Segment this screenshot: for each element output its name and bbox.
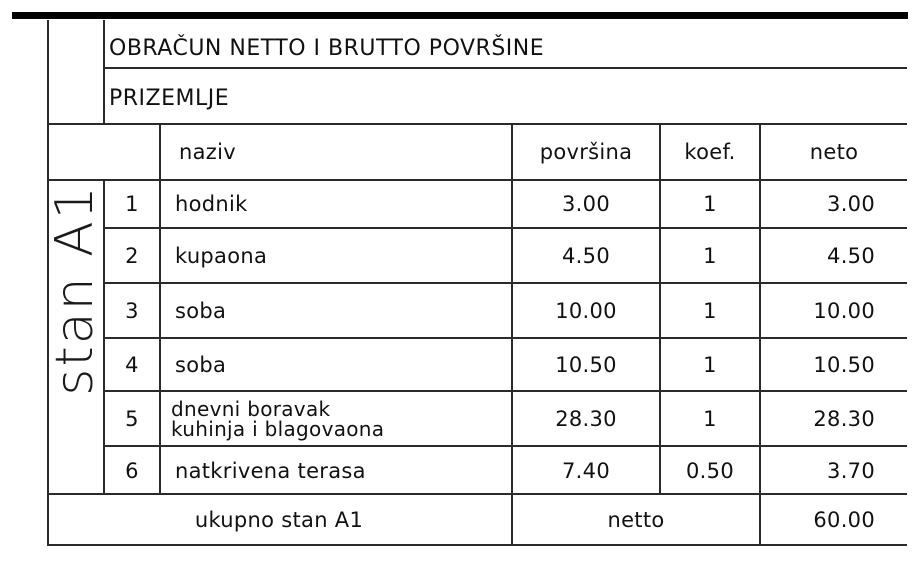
room-name: soba	[175, 299, 227, 323]
header-coef: koef.	[684, 140, 736, 164]
unit-label	[45, 180, 105, 400]
row-number: 3	[125, 299, 139, 323]
room-net: 10.50	[813, 353, 875, 377]
row-number: 1	[125, 192, 139, 216]
row-number: 5	[125, 407, 139, 431]
room-name: kupaona	[175, 244, 268, 268]
room-net: 3.00	[827, 192, 875, 216]
room-net: 10.00	[813, 299, 875, 323]
room-name-line2: kuhinja i blagovaona	[171, 417, 385, 441]
room-area: 10.50	[555, 353, 617, 377]
row-number: 6	[125, 458, 139, 483]
room-net: 4.50	[827, 244, 875, 268]
room-name	[161, 392, 511, 446]
room-net: 28.30	[813, 407, 875, 431]
room-area: 3.00	[562, 192, 610, 216]
header-name: naziv	[179, 140, 236, 164]
area-calculation-table	[47, 20, 907, 546]
room-coef: 1	[703, 244, 717, 268]
row-number: 2	[125, 244, 139, 268]
title-divider	[103, 20, 105, 124]
room-coef: 1	[703, 407, 717, 431]
room-area: 10.00	[555, 299, 617, 323]
room-name: natkrivena terasa	[175, 458, 366, 483]
room-name: hodnik	[175, 192, 248, 216]
footer-type: netto	[607, 508, 665, 532]
header-net: neto	[809, 140, 859, 164]
room-coef: 1	[703, 299, 717, 323]
floor-label: PRIZEMLJE	[109, 85, 230, 111]
top-border	[12, 12, 908, 19]
room-area: 28.30	[555, 407, 617, 431]
room-area: 7.40	[562, 458, 610, 483]
room-coef: 1	[703, 192, 717, 216]
room-coef: 1	[703, 353, 717, 377]
footer-total: 60.00	[813, 508, 875, 532]
footer-label: ukupno stan A1	[194, 508, 364, 532]
room-coef: 0.50	[686, 458, 734, 483]
row-number: 4	[125, 353, 139, 377]
table-title: OBRAČUN NETTO I BRUTTO POVRŠINE	[109, 35, 545, 61]
room-name: soba	[175, 353, 227, 377]
room-net: 3.70	[827, 458, 875, 483]
header-area: površina	[539, 140, 633, 164]
room-name-line1: dnevni boravak	[171, 397, 331, 421]
room-area: 4.50	[562, 244, 610, 268]
unit-label-text: stan A1	[45, 184, 105, 396]
